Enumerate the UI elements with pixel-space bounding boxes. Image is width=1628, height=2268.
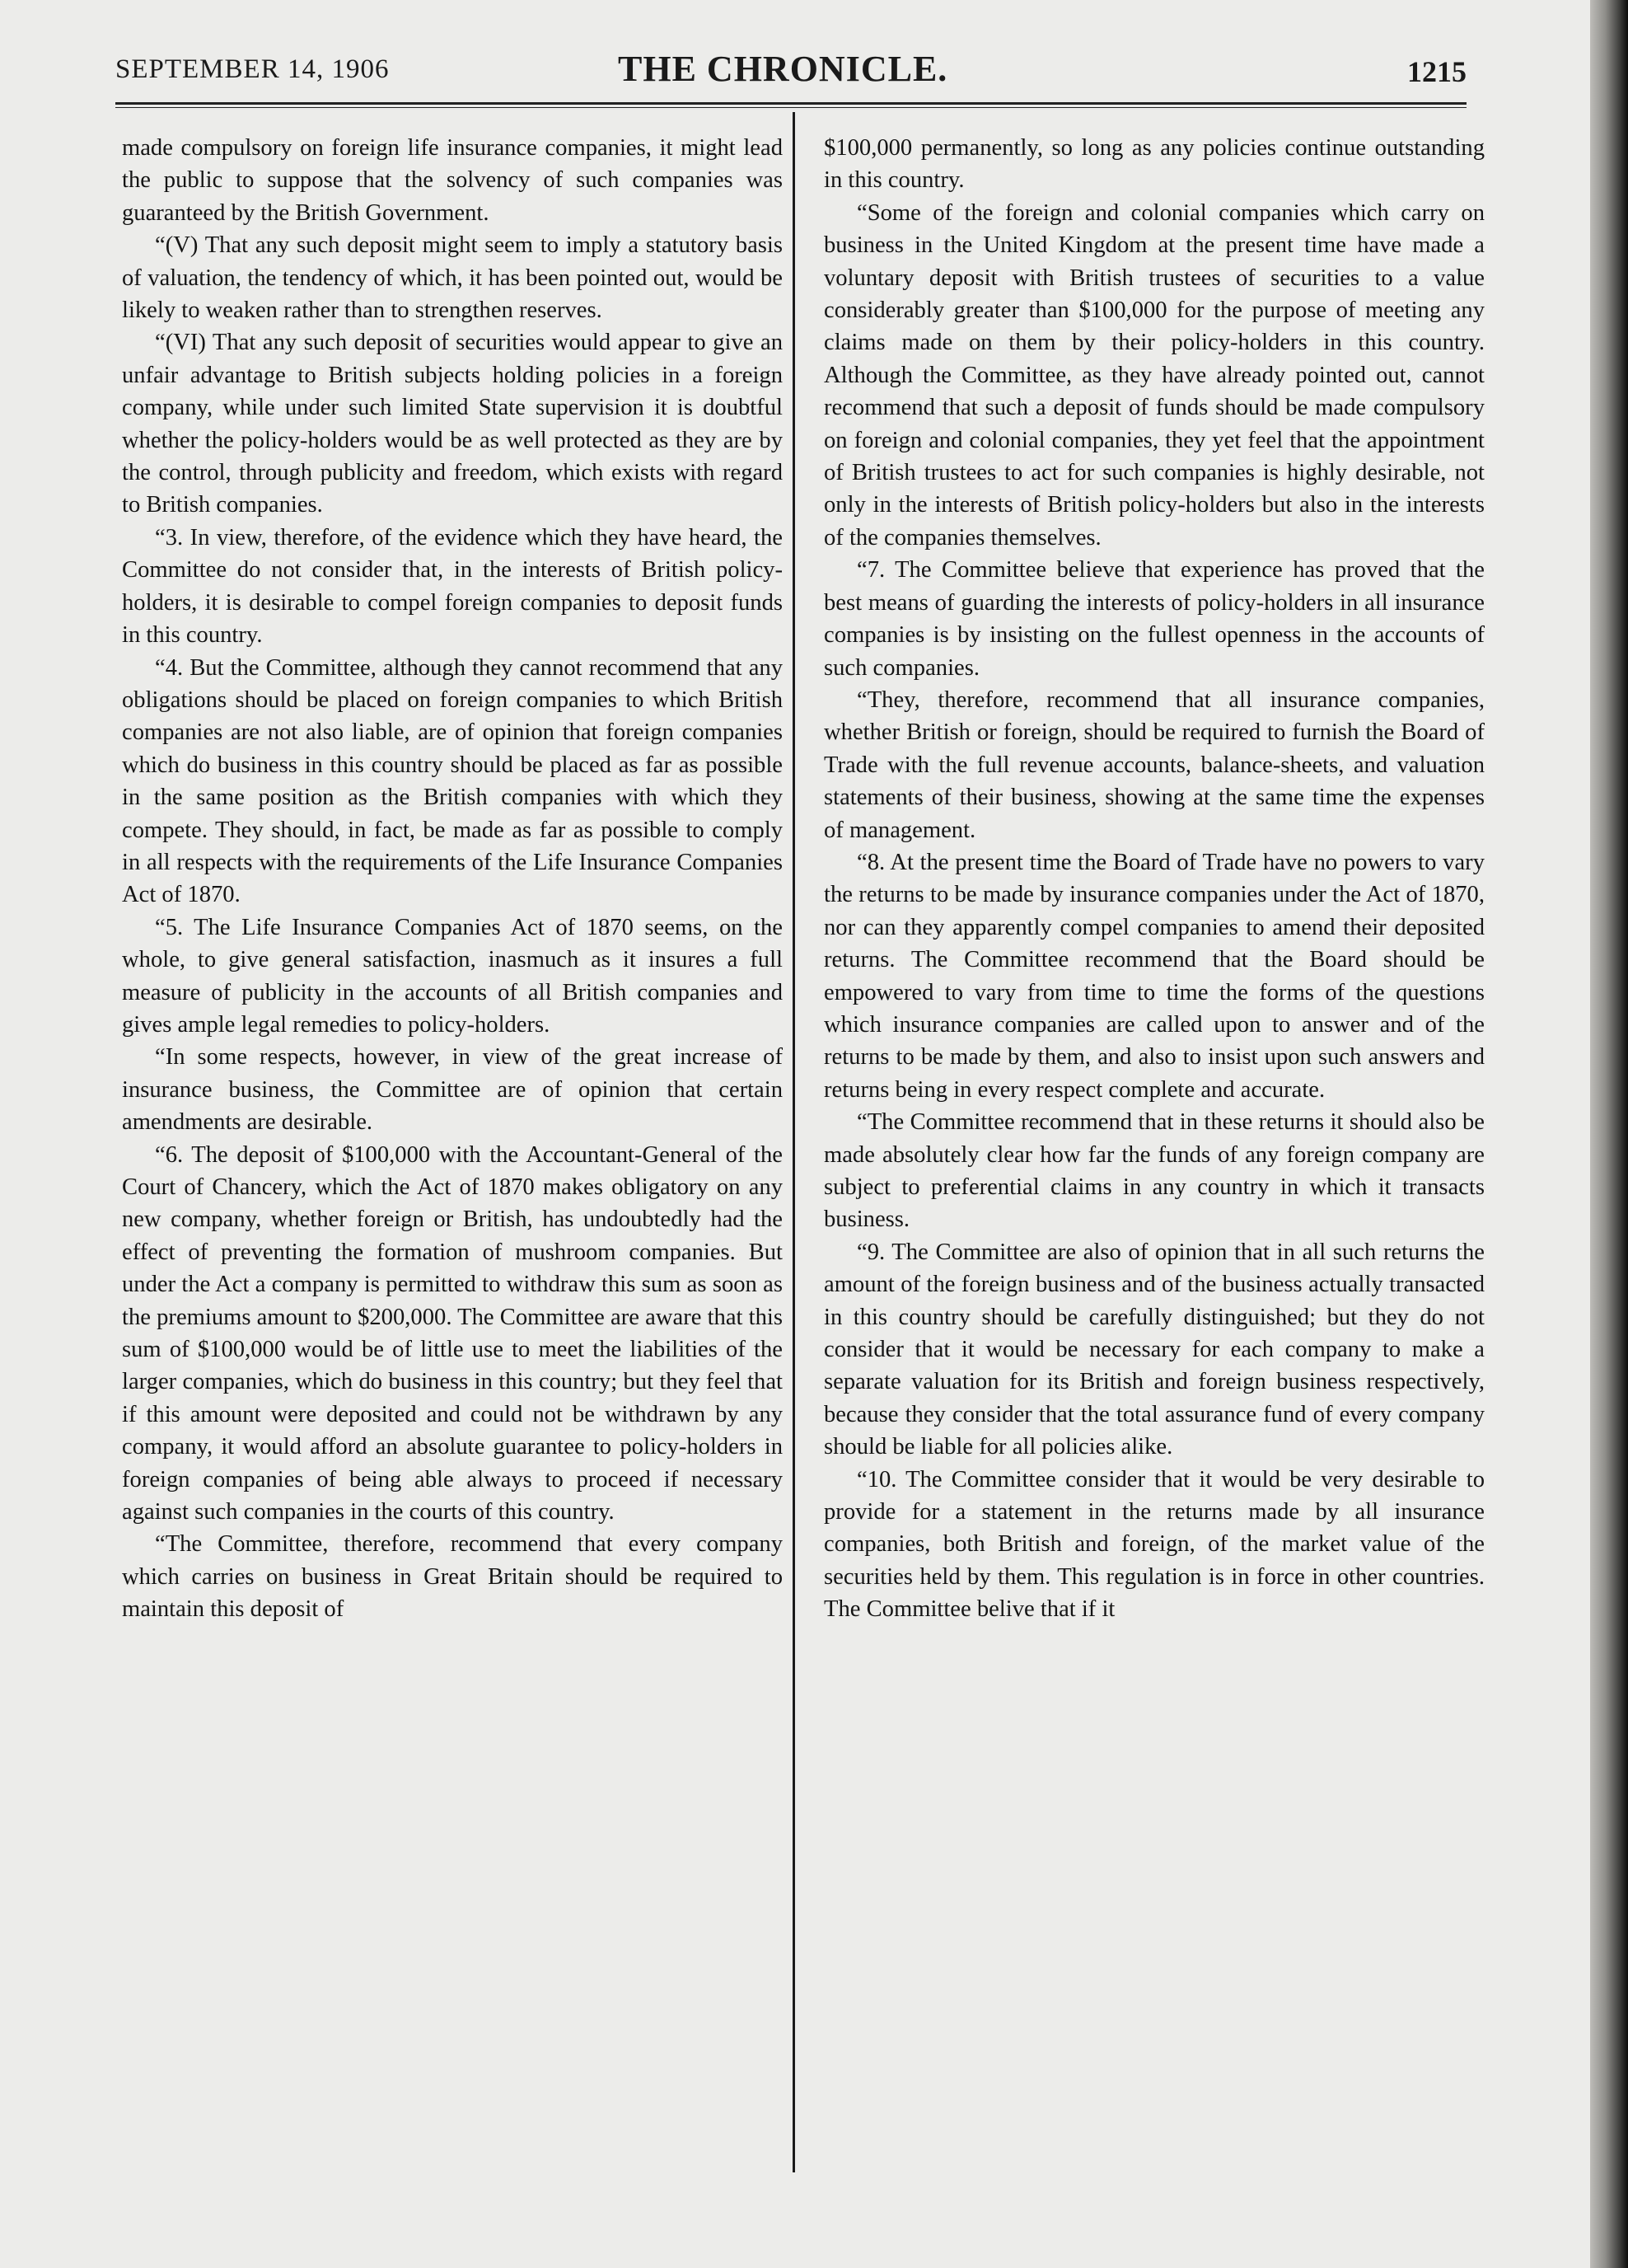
left-column xyxy=(122,132,783,1626)
paragraph: “(V) That any such deposit might seem to imply a statutory basis of valuation, the tendency of which, it has been pointed out, would be likely to weaken rather than to strengthen reserves. xyxy=(122,232,783,324)
running-header xyxy=(115,48,1467,97)
paragraph: “10. The Committee consider that it would be very desirable to provide for a statement in the returns made by all insurance companies, both British and foreign, of the market value of the securities held by them. This regulation is in force in other countries. The Committee belive that if it xyxy=(824,1466,1485,1623)
paragraph: “7. The Committee believe that experience has proved that the best means of guarding the interests of policy-holders in all insurance companies is by insisting on the fullest openness in the accounts of such companies. xyxy=(824,557,1485,681)
paragraph: “They, therefore, recommend that all insurance companies, whether British or foreign, should be required to furnish the Board of Trade with the full revenue accounts, balance-sheets, and valuation statements of their business, showing at the same time the expenses of management. xyxy=(824,686,1485,843)
issue-date: SEPTEMBER 14, 1906 xyxy=(115,54,390,84)
paragraph: “6. The deposit of $100,000 with the Accountant-General of the Court of Chancery, which the Act of 1870 makes obligatory on any new company, whether foreign or British, has undoubtedly had the effect of preventing the formation of mushroom companies. But under the Act a company is permitted to withdraw this sum as soon as the premiums amount to $200,000. The Committee are aware that this sum of $100,000 would be of little use to meet the liabilities of the larger companies, which do business in this country; but they feel that if this amount were deposited and could not be withdrawn by any company, it would afford an absolute guarantee to policy-holders in foreign companies of being able always to proceed if necessary against such companies in the courts of this country. xyxy=(122,1141,783,1525)
page-edge xyxy=(1590,0,1628,2268)
column-rule xyxy=(793,112,795,2172)
paragraph: made compulsory on foreign life insurance companies, it might lead the public to suppose that the solvency of such companies was guaranteed by the British Government. xyxy=(122,135,783,226)
publication-title: THE CHRONICLE. xyxy=(618,49,948,89)
paragraph: “The Committee recommend that in these returns it should also be made absolutely clear how far the funds of any foreign company are subject to preferential claims in any country in which it transacts business. xyxy=(824,1109,1485,1233)
paragraph: “9. The Committee are also of opinion that in all such returns the amount of the foreign business and of the business actually transacted in this country should be carefully distinguished; but they do not consider that it would be necessary for each company to make a separate valuation for its British and foreign business respectively, because they consider that the total assurance fund of every company should be liable for all policies alike. xyxy=(824,1239,1485,1460)
paragraph: “4. But the Committee, although they cannot recommend that any obligations should be placed on foreign companies to which British companies are not also liable, are of opinion that foreign companies which do business in this country should be placed as far as possible in the same position as the British companies with which they compete. They should, in fact, be made as far as possible to comply in all respects with the requirements of the Life Insurance Companies Act of 1870. xyxy=(122,654,783,908)
page-number: 1215 xyxy=(1407,55,1467,88)
paragraph: “8. At the present time the Board of Trade have no powers to vary the returns to be made by insurance companies under the Act of 1870, nor can they apparently compel companies to amend their deposited returns. The Committee recommend that the Board should be empowered to vary from time to time the forms of the questions which insurance companies are called upon to answer and of the returns to be made by them, and also to insist upon such answers and returns being in every respect complete and accurate. xyxy=(824,849,1485,1103)
paragraph: “5. The Life Insurance Companies Act of 1870 seems, on the whole, to give general satisfaction, inasmuch as it insures a full measure of publicity in the accounts of all British companies and gives ample legal remedies to policy-holders. xyxy=(122,914,783,1038)
right-column xyxy=(824,132,1485,1626)
header-rule xyxy=(115,102,1467,108)
paragraph: “3. In view, therefore, of the evidence which they have heard, the Committee do not consider that, in the interests of British policy-holders, it is desirable to compel foreign companies to deposit funds in this country. xyxy=(122,524,783,649)
paragraph: $100,000 permanently, so long as any policies continue outstanding in this country. xyxy=(824,135,1485,194)
paragraph: “In some respects, however, in view of the great increase of insurance business, the Committee are of opinion that certain amendments are desirable. xyxy=(122,1044,783,1136)
paragraph: “The Committee, therefore, recommend that every company which carries on business in Great Britain should be required to maintain this deposit of xyxy=(122,1531,783,1623)
paragraph: “Some of the foreign and colonial companies which carry on business in the United Kingdom at the present time have made a voluntary deposit with British trustees of securities to a value considerably greater than $100,000 for the purpose of meeting any claims made on them by their policy-holders in this country. Although the Committee, as they have already pointed out, cannot recommend that such a deposit of funds should be made compulsory on foreign and colonial companies, they yet feel that the appointment of British trustees to act for such companies is highly desirable, not only in the interests of British policy-holders but also in the interests of the companies themselves. xyxy=(824,199,1485,551)
paragraph: “(VI) That any such deposit of securities would appear to give an unfair advantage to British subjects holding policies in a foreign company, while under such limited State supervision it is doubtful whether the policy-holders would be as well protected as they are by the control, through publicity and freedom, which exists with regard to British companies. xyxy=(122,330,783,518)
